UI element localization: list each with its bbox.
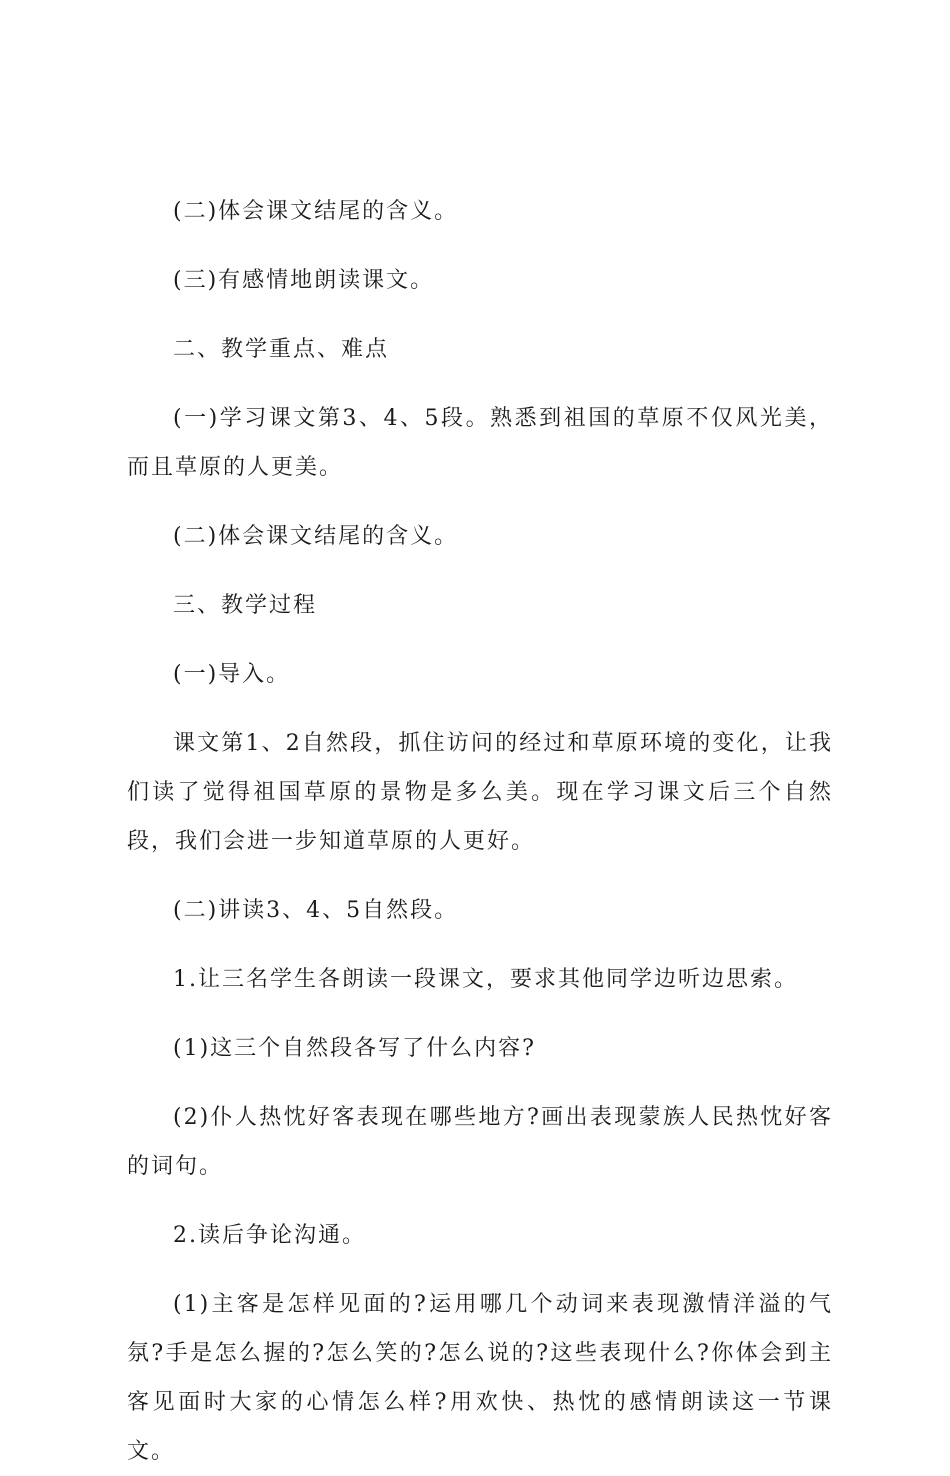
paragraph: (2)仆人热忱好客表现在哪些地方?画出表现蒙族人民热忱好客的词句。 (127, 1105, 833, 1179)
document-body (127, 187, 833, 1476)
paragraph: (1)主客是怎样见面的?运用哪几个动词来表现激情洋溢的气氛?手是怎么握的?怎么笑的?怎么说的?这些表现什么?你体会到主客见面时大家的心情怎么样?用欢快、热忱的感情朗读这一节课文。 (127, 1292, 833, 1464)
paragraph: (二)讲读3、4、5自然段。 (173, 898, 459, 923)
paragraph: (二)体会课文结尾的含义。 (173, 199, 459, 224)
paragraph: 2.读后争论沟通。 (173, 1223, 366, 1248)
section-heading: 三、教学过程 (173, 593, 318, 618)
section-heading: 二、教学重点、难点 (173, 337, 390, 362)
paragraph: (一)学习课文第3、4、5段。熟悉到祖国的草原不仅风光美，而且草原的人更美。 (127, 406, 833, 480)
paragraph: (二)体会课文结尾的含义。 (173, 524, 459, 549)
paragraph: 课文第1、2自然段，抓住访问的经过和草原环境的变化，让我们读了觉得祖国草原的景物是多么美。现在学习课文后三个自然段，我们会进一步知道草原的人更好。 (127, 731, 833, 854)
paragraph: (一)导入。 (173, 662, 291, 687)
paragraph: (1)这三个自然段各写了什么内容? (173, 1036, 536, 1061)
paragraph: (三)有感情地朗读课文。 (173, 268, 435, 293)
paragraph: 1.让三名学生各朗读一段课文，要求其他同学边听边思索。 (173, 967, 798, 992)
